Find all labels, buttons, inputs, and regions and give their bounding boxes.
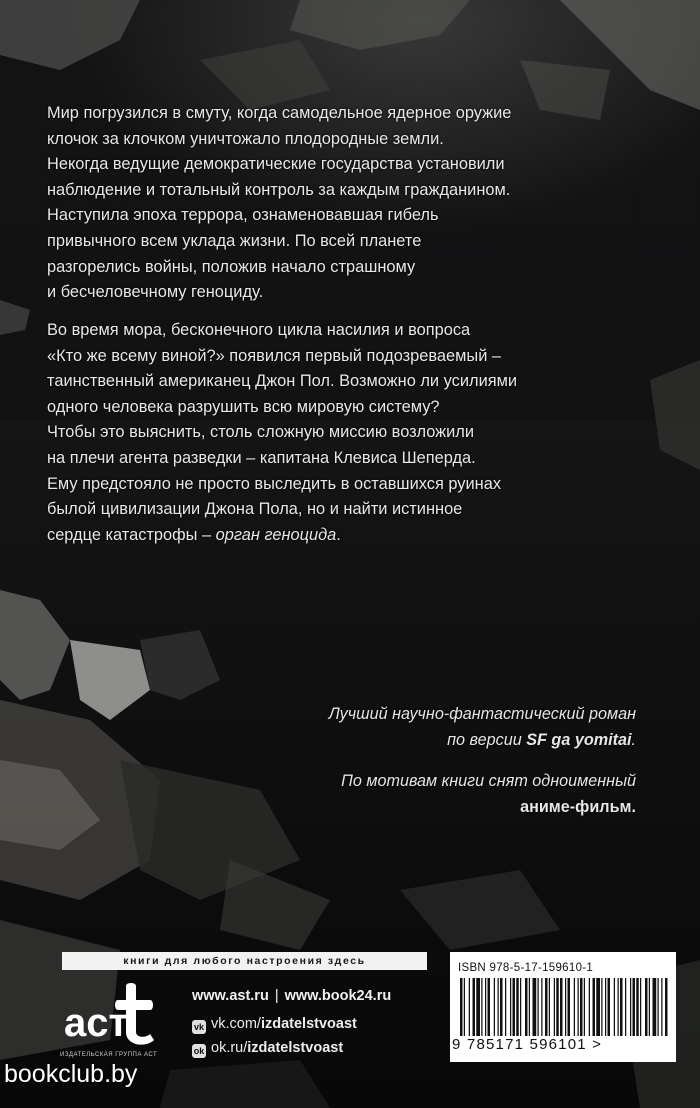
watermark: bookclub.by bbox=[4, 1060, 138, 1088]
logo-caption: ИЗДАТЕЛЬСКАЯ ГРУППА АСТ bbox=[60, 1052, 158, 1058]
publisher-websites bbox=[192, 988, 391, 1004]
barcode-panel bbox=[450, 952, 676, 1062]
text-line: клочок за клочком уничтожало плодородные земли. bbox=[47, 129, 444, 148]
text-line: на плечи агента разведки – капитана Клевиса Шеперда. bbox=[47, 448, 476, 467]
text-line: Чтобы это выяснить, столь сложную миссию возложили bbox=[47, 423, 474, 442]
text-fragment: сердце катастрофы – bbox=[47, 525, 216, 544]
blurb-line: Лучший научно-фантастический роман bbox=[328, 705, 636, 723]
ast-logo bbox=[62, 980, 167, 1045]
text-fragment: . bbox=[336, 525, 341, 544]
description-paragraph-1 bbox=[47, 101, 667, 306]
text-line: таинственный американец Джон Пол. Возможно ли усилиями bbox=[47, 372, 518, 391]
barcode-bars bbox=[456, 978, 670, 1036]
text-line: наблюдение и тотальный контроль за каждым гражданином. bbox=[47, 180, 511, 199]
blurb-line: По мотивам книги снят одноименный bbox=[341, 772, 636, 790]
site-link-ast[interactable]: www.ast.ru bbox=[192, 988, 269, 1004]
description-paragraph-2 bbox=[47, 318, 667, 548]
vk-icon: vk bbox=[193, 1022, 204, 1032]
blurb-fragment: по версии bbox=[447, 730, 527, 749]
text-line: Мир погрузился в смуту, когда самодельное ядерное оружие bbox=[47, 104, 512, 122]
emphasis-title: орган геноцида bbox=[215, 525, 337, 544]
isbn-number: ISBN 978-5-17-159610-1 bbox=[458, 962, 594, 974]
ok-prefix: ok.ru/ bbox=[211, 1040, 248, 1056]
ok-link[interactable] bbox=[192, 1039, 343, 1057]
vk-handle: izdatelstvoast bbox=[260, 1016, 357, 1032]
text-line: Во время мора, бесконечного цикла насилия и вопроса bbox=[47, 321, 471, 339]
blurb-fragment: . bbox=[631, 730, 636, 749]
text-line: былой цивилизации Джона Пола, но и найти истинное bbox=[47, 500, 463, 519]
vk-link[interactable] bbox=[192, 1015, 357, 1033]
award-name: SF ga yomitai bbox=[526, 730, 632, 749]
text-line: Наступила эпоха террора, ознаменовавшая гибель bbox=[47, 206, 439, 225]
anime-film-label: аниме-фильм. bbox=[520, 797, 636, 816]
award-blurb bbox=[216, 702, 636, 753]
text-line: одного человека разрушить всю мировую систему? bbox=[47, 397, 440, 416]
logo-text: аст bbox=[64, 1001, 129, 1045]
ok-icon: ok bbox=[193, 1046, 205, 1056]
barcode-digits: 9 785171 596101 > bbox=[452, 1036, 603, 1053]
separator: | bbox=[274, 988, 279, 1004]
text-line: и бесчеловечному геноциду. bbox=[47, 283, 264, 302]
vk-prefix: vk.com/ bbox=[211, 1016, 261, 1032]
text-line: Ему предстояло не просто выследить в оставшихся руинах bbox=[47, 474, 502, 493]
text-line: привычного всем уклада жизни. По всей планете bbox=[47, 231, 422, 250]
site-link-book24[interactable]: www.book24.ru bbox=[284, 988, 392, 1004]
text-line: Некогда ведущие демократические государства установили bbox=[47, 155, 505, 174]
ok-handle: izdatelstvoast bbox=[247, 1040, 344, 1056]
anime-blurb bbox=[216, 769, 636, 820]
publisher-tagline: книги для любого настроения здесь bbox=[62, 952, 427, 970]
blurb-line bbox=[216, 728, 636, 754]
text-line: разгорелись войны, положив начало страшному bbox=[47, 257, 416, 276]
text-line: «Кто же всему виной?» появился первый подозреваемый – bbox=[47, 346, 502, 365]
text-line-last bbox=[47, 523, 667, 549]
